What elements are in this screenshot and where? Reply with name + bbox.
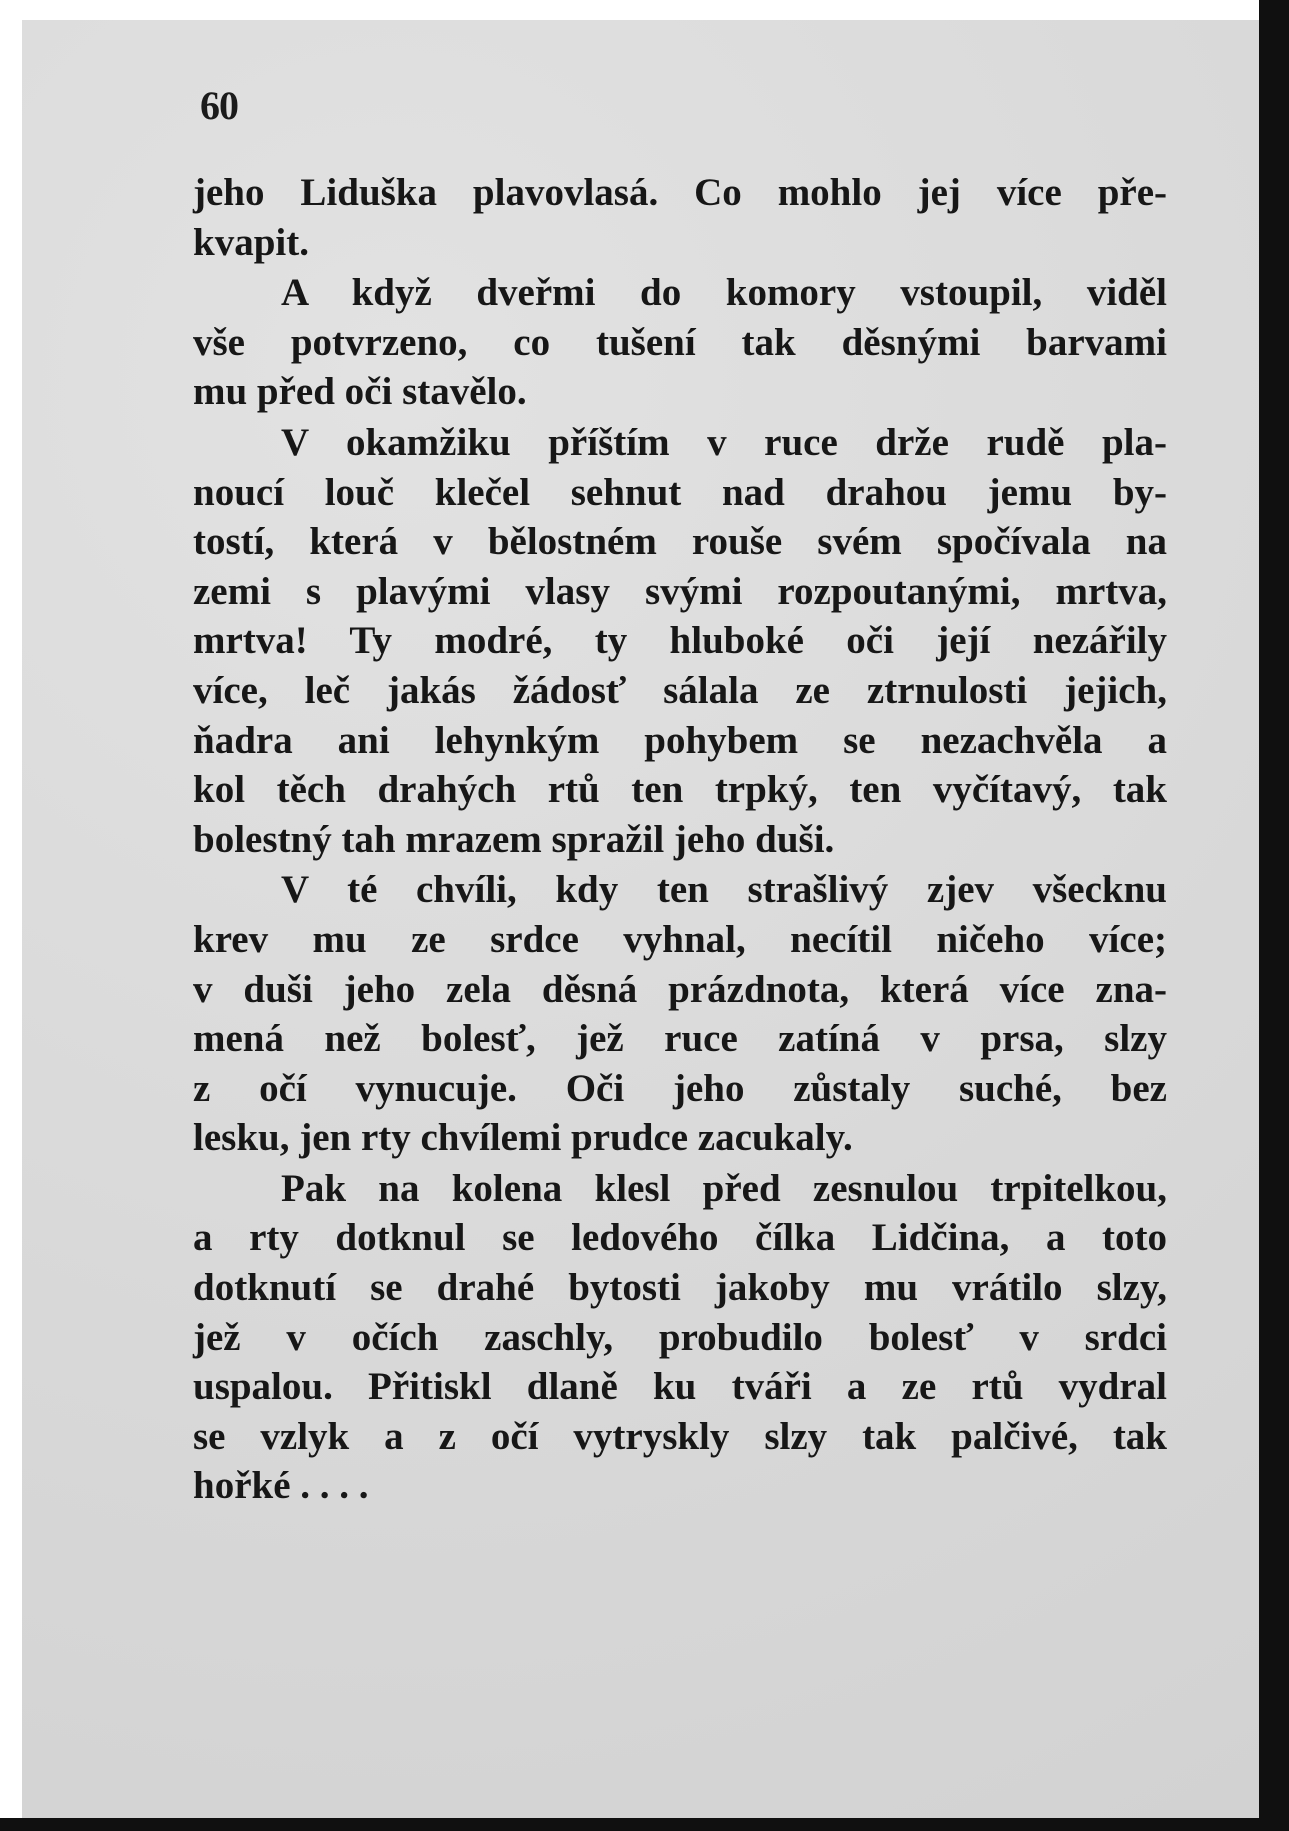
text-line: krev mu ze srdce vyhnal, necítil ničeho více; (193, 917, 1167, 961)
text-line: lesku, jen rty chvílemi prudce zacukaly. (193, 1116, 853, 1160)
paragraph (193, 865, 1167, 1163)
text-line: jeho Liduška plavovlasá. Co mohlo jej více pře- (193, 171, 1167, 214)
paragraph (193, 268, 1167, 417)
text-line: z očí vynucuje. Oči jeho zůstaly suché, bez (193, 1066, 1167, 1110)
scan-edge-shadow-bottom (0, 1818, 1289, 1831)
text-line: jež v očích zaschly, probudilo bolesť v srdci (193, 1315, 1167, 1359)
text-line: více, leč jakás žádosť sálala ze ztrnulosti jejich, (193, 668, 1167, 712)
text-line: kol těch drahých rtů ten trpký, ten vyčítavý, tak (193, 768, 1167, 812)
text-line: noucí louč klečel sehnut nad drahou jemu by- (193, 470, 1167, 514)
text-line: a rty dotknul se ledového čílka Lidčina, a toto (193, 1216, 1167, 1260)
text-line: se vzlyk a z očí vytryskly slzy tak palčivé, tak (193, 1414, 1167, 1458)
page-number: 60 (200, 83, 238, 128)
text-line: V okamžiku příštím v ruce drže rudě pla- (281, 420, 1167, 464)
paragraph (193, 168, 1167, 267)
text-line: vše potvrzeno, co tušení tak děsnými barvami (193, 320, 1167, 364)
paragraph (193, 1164, 1167, 1511)
text-line: A když dveřmi do komory vstoupil, viděl (281, 271, 1167, 315)
text-line: uspalou. Přitiskl dlaně ku tváři a ze rtů vydral (193, 1365, 1167, 1409)
text-line: zemi s plavými vlasy svými rozpoutanými, mrtva, (193, 569, 1167, 613)
text-line: v duši jeho zela děsná prázdnota, která více zna- (193, 967, 1167, 1011)
text-line: kvapit. (193, 220, 309, 264)
text-line: dotknutí se drahé bytosti jakoby mu vrátilo slzy, (193, 1266, 1167, 1310)
text-line: mrtva! Ty modré, ty hluboké oči její nezářily (193, 619, 1167, 663)
text-line: bolestný tah mrazem spražil jeho duši. (193, 817, 835, 861)
text-line: Pak na kolena klesl před zesnulou trpitelkou, (281, 1166, 1167, 1210)
text-line: V té chvíli, kdy ten strašlivý zjev všecknu (281, 868, 1167, 912)
body-text (193, 168, 1167, 1512)
text-line: mu před oči stavělo. (193, 370, 527, 414)
paragraph (193, 418, 1167, 864)
text-line: ňadra ani lehynkým pohybem se nezachvěla a (193, 718, 1167, 762)
scan-edge-shadow-right (1259, 0, 1289, 1831)
text-line: tostí, která v bělostném rouše svém spočívala na (193, 520, 1167, 564)
text-line: mená než bolesť, jež ruce zatíná v prsa, slzy (193, 1017, 1167, 1061)
text-line: hořké . . . . (193, 1464, 369, 1508)
